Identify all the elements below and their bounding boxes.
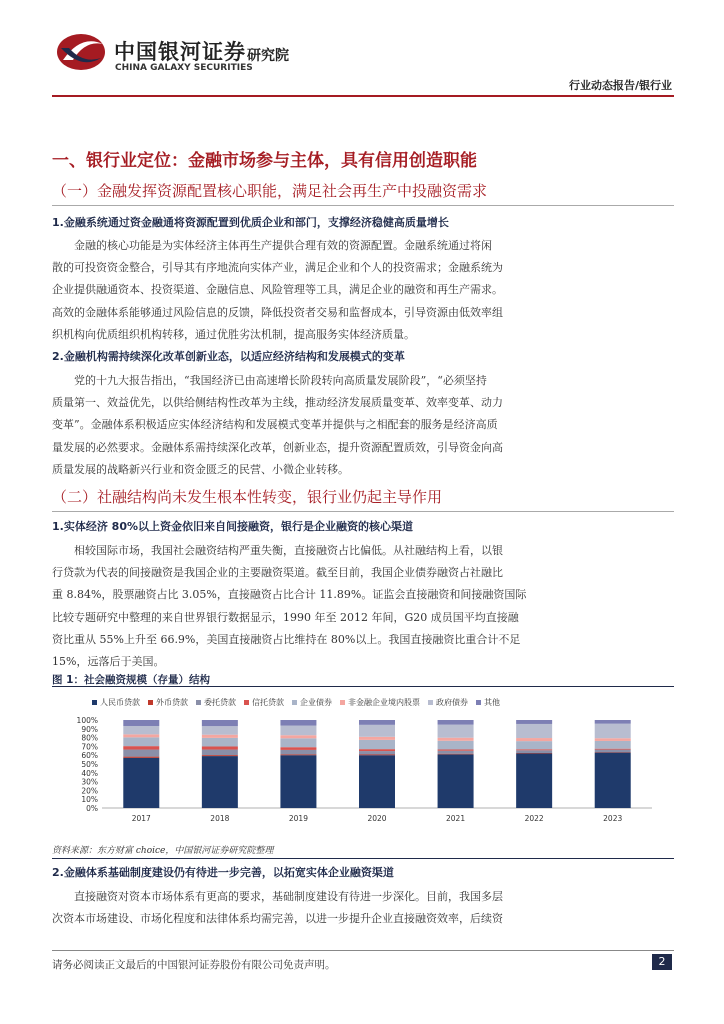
- y-tick-label: 40%: [81, 768, 98, 778]
- bar-segment: [595, 749, 631, 750]
- subsection-rule-2: [52, 511, 674, 512]
- bar-segment: [202, 726, 238, 735]
- y-tick-label: 60%: [81, 751, 98, 761]
- y-tick-label: 50%: [81, 760, 98, 769]
- company-name-cn: 中国银河证券: [114, 40, 246, 64]
- bar-segment: [280, 720, 316, 726]
- bar-segment: [516, 749, 552, 750]
- x-tick-label: 2020: [367, 814, 387, 823]
- paragraph-line: 比较专题研究中整理的来自世界银行数据显示，1990 年至 2012 年间，G20 成员国平均直接融: [52, 610, 519, 624]
- bar-segment: [202, 756, 238, 808]
- paragraph-heading-1: 1.金融系统通过资金融通将资源配置到优质企业和部门，支撑经济稳健高质量增长: [52, 216, 449, 229]
- bar-segment: [516, 741, 552, 749]
- bar-segment: [280, 750, 316, 754]
- y-tick-label: 90%: [81, 724, 98, 734]
- legend-label: 政府债券: [436, 698, 468, 707]
- legend-item: [340, 697, 420, 708]
- paragraph-line: 企业提供融通资本、投资渠道、金融信息、风险管理等工具，满足企业的融资和再生产需求。: [52, 283, 503, 297]
- figure-title: 图 1：社会融资规模（存量）结构: [52, 674, 210, 686]
- bar-segment: [438, 751, 474, 754]
- bar-segment: [202, 755, 238, 756]
- bar-segment: [202, 750, 238, 756]
- x-tick-label: 2021: [446, 814, 466, 823]
- bar-segment: [359, 755, 395, 808]
- x-tick-label: 2018: [210, 814, 230, 823]
- paragraph-line: 次资本市场建设、市场化程度和法律体系均需完善，以进一步提升企业直接融资效率，后续资: [52, 912, 503, 926]
- bar-segment: [359, 749, 395, 751]
- y-tick-label: 70%: [81, 742, 98, 752]
- paragraph-line: 质量发展的战略新兴行业和资金匮乏的民营、小微企业转移。: [52, 462, 349, 476]
- legend-item: [92, 697, 140, 708]
- bar-segment: [280, 738, 316, 747]
- bar-segment: [595, 738, 631, 741]
- x-tick-label: 2023: [603, 814, 623, 823]
- bar-segment: [280, 747, 316, 750]
- legend-label: 外币贷款: [156, 698, 188, 707]
- legend-swatch: [292, 700, 297, 705]
- paragraph-line: 资比重从 55%上升至 66.9%，美国直接融资占比维持在 80%以上。我国直接融资比重合计不足: [52, 632, 521, 646]
- bar-segment: [280, 726, 316, 736]
- x-tick-label: 2022: [524, 814, 544, 823]
- bar-segment: [438, 725, 474, 738]
- bar-segment: [516, 720, 552, 724]
- legend-label: 非金融企业境内股票: [348, 698, 420, 707]
- paragraph-heading-4: 2.金融体系基础制度建设仍有待进一步完善，以拓宽实体企业融资渠道: [52, 866, 394, 879]
- bar-segment: [123, 737, 159, 746]
- bar-segment: [438, 720, 474, 725]
- bar-segment: [123, 746, 159, 749]
- bar-segment: [123, 758, 159, 808]
- bar-segment: [438, 741, 474, 750]
- paragraph-line: 直接融资对资本市场体系有更高的要求，基础制度建设有待进一步深化。目前，我国多层: [74, 890, 503, 903]
- bar-segment: [123, 757, 159, 758]
- paragraph-heading-2: 2.金融机构需持续深化改革创新业态，以适应经济结构和发展模式的变革: [52, 350, 405, 363]
- bar-segment: [595, 750, 631, 753]
- legend-swatch: [476, 700, 481, 705]
- paragraph-3: [52, 540, 674, 673]
- stacked-bar-chart: [52, 712, 674, 830]
- paragraph-line: 散的可投资资金整合，引导其有序地流向实体产业，满足企业和个人的投资需求；金融系统为: [52, 261, 503, 275]
- bar-segment: [202, 720, 238, 726]
- bar-segment: [438, 754, 474, 808]
- subsection-rule-1: [52, 205, 674, 206]
- bar-segment: [359, 720, 395, 725]
- paragraph-line: 量发展的必然要求。金融体系需持续深化改革，创新业态，提升资源配置质效，引导资金向高: [52, 440, 503, 454]
- paragraph-line: 织机构向优质组织机构转移，通过优胜劣汰机制，提高服务实体经济质量。: [52, 327, 415, 341]
- bar-segment: [359, 751, 395, 754]
- bar-segment: [516, 724, 552, 738]
- header-divider: [52, 95, 674, 97]
- bar-segment: [359, 725, 395, 737]
- bar-segment: [280, 755, 316, 808]
- bar-segment: [123, 734, 159, 737]
- footer-disclaimer: 请务必阅读正文最后的中国银河证券股份有限公司免责声明。: [52, 959, 336, 971]
- legend-label: 信托贷款: [252, 698, 284, 707]
- subsection-title-2: （二）社融结构尚未发生根本性转变，银行业仍起主导作用: [52, 488, 443, 506]
- bar-segment: [438, 738, 474, 741]
- x-tick-label: 2019: [288, 814, 308, 823]
- company-logo: [55, 30, 107, 74]
- bar-segment: [595, 753, 631, 808]
- footer-divider: [52, 950, 674, 951]
- legend-item: [428, 697, 468, 708]
- figure-rule: [52, 686, 674, 687]
- legend-swatch: [340, 700, 345, 705]
- paragraph-2: [52, 370, 674, 481]
- legend-item: [148, 697, 188, 708]
- page-number: 2: [652, 954, 672, 970]
- paragraph-heading-3: 1.实体经济 80%以上资金依旧来自间接融资，银行是企业融资的核心渠道: [52, 520, 413, 533]
- paragraph-line: 党的十九大报告指出，“我国经济已由高速增长阶段转向高质量发展阶段”，“必须坚持: [74, 374, 487, 387]
- legend-swatch: [428, 700, 433, 705]
- legend-item: [244, 697, 284, 708]
- bar-segment: [595, 720, 631, 724]
- bar-segment: [123, 720, 159, 726]
- bar-segment: [280, 735, 316, 738]
- legend-swatch: [92, 700, 97, 705]
- paragraph-line: 高效的金融体系能够通过风险信息的反馈，降低投资者交易和监督成本，引导资源由低效率组: [52, 305, 503, 319]
- bar-segment: [359, 737, 395, 740]
- galaxy-logo-icon: [55, 30, 107, 74]
- legend-label: 企业债券: [300, 698, 332, 707]
- report-type: 行业动态报告/银行业: [568, 79, 672, 92]
- institute-label: 研究院: [247, 48, 289, 64]
- y-tick-label: 10%: [81, 795, 98, 805]
- bar-segment: [516, 738, 552, 741]
- bar-segment: [359, 740, 395, 749]
- figure-bottom-rule: [52, 858, 674, 859]
- y-tick-label: 0%: [86, 804, 98, 813]
- legend-swatch: [244, 700, 249, 705]
- bar-segment: [516, 750, 552, 753]
- bar-segment: [202, 746, 238, 749]
- bar-segment: [595, 724, 631, 739]
- chart-legend: [92, 697, 632, 708]
- paragraph-line: 质量第一、效益优先，以供给侧结构性改革为主线，推动经济发展质量变革、效率变革、动力: [52, 396, 503, 410]
- legend-label: 其他: [484, 698, 500, 707]
- bar-segment: [438, 754, 474, 755]
- paragraph-1: [52, 235, 674, 346]
- subsection-title-1: （一）金融发挥资源配置核心职能，满足社会再生产中投融资需求: [52, 182, 488, 200]
- legend-swatch: [196, 700, 201, 705]
- company-name-en: CHINA GALAXY SECURITIES: [115, 63, 253, 73]
- bar-segment: [202, 738, 238, 747]
- paragraph-4: [52, 886, 674, 930]
- bar-segment: [359, 754, 395, 755]
- y-tick-label: 100%: [76, 716, 98, 725]
- bar-segment: [595, 741, 631, 749]
- paragraph-line: 变革”。金融体系积极适应实体经济结构和发展模式变革并提供与之相配套的服务是经济高质: [52, 418, 498, 432]
- figure-source: 资料来源：东方财富 choice，中国银河证券研究院整理: [52, 846, 274, 856]
- y-tick-label: 30%: [81, 777, 98, 787]
- paragraph-line: 15%，远落后于美国。: [52, 655, 165, 669]
- paragraph-line: 重 8.84%，股票融资占比 3.05%，直接融资占比合计 11.89%。证监会直接融资和间接融资国际: [52, 588, 527, 602]
- legend-label: 委托贷款: [204, 698, 236, 707]
- x-tick-label: 2017: [131, 814, 151, 823]
- y-tick-label: 20%: [81, 786, 98, 796]
- bar-segment: [280, 754, 316, 755]
- bar-segment: [123, 726, 159, 734]
- legend-item: [196, 697, 236, 708]
- bar-segment: [516, 753, 552, 808]
- paragraph-line: 金融的核心功能是为实体经济主体再生产提供合理有效的资源配置。金融系统通过将闲: [74, 239, 492, 252]
- bar-segment: [123, 750, 159, 757]
- paragraph-line: 相较国际市场，我国社会融资结构严重失衡，直接融资占比偏低。从社融结构上看，以银: [74, 544, 503, 557]
- legend-label: 人民币贷款: [100, 698, 140, 707]
- legend-item: [292, 697, 332, 708]
- legend-item: [476, 697, 500, 708]
- bar-segment: [438, 749, 474, 750]
- legend-swatch: [148, 700, 153, 705]
- y-tick-label: 80%: [81, 733, 98, 743]
- section-title: 一、银行业定位：金融市场参与主体，具有信用创造职能: [52, 151, 477, 171]
- paragraph-line: 行贷款为代表的间接融资是我国企业的主要融资渠道。截至目前，我国企业债券融资占社融比: [52, 566, 503, 580]
- bar-segment: [202, 735, 238, 738]
